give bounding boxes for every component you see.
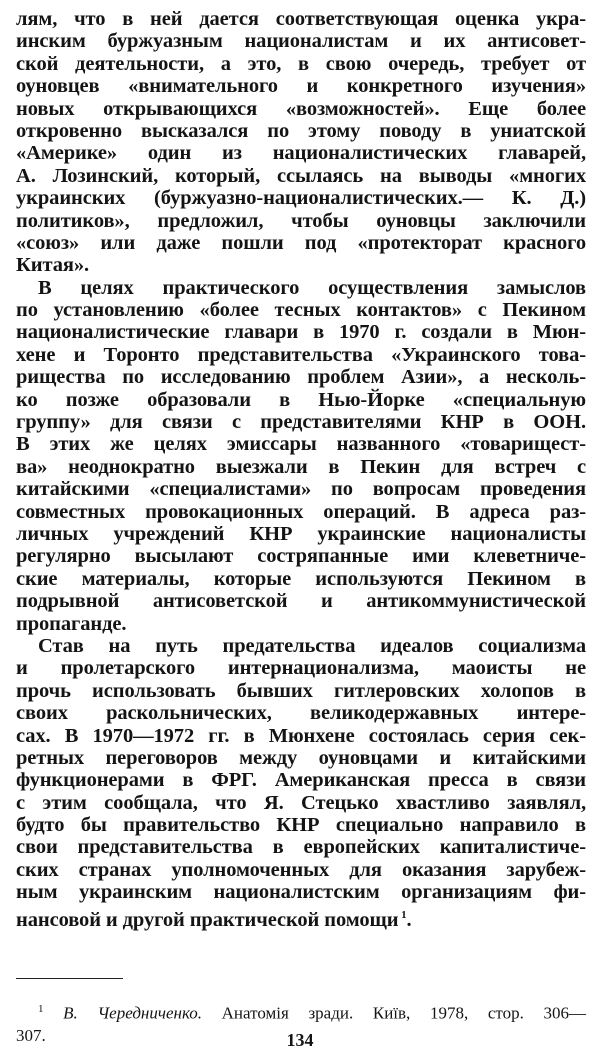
- footnote-author: В. Чередниченко.: [63, 1003, 202, 1023]
- text-line: лям, что в ней дается соответствующая оценка укра-: [16, 8, 586, 30]
- text-line: нансовой и другой практической помощи $^1$.: [16, 908, 412, 931]
- text-line: своих раскольнических, великодержавных интере-: [16, 702, 586, 725]
- text-line: регулярно высылают состряпанные ими клеветниче-: [16, 545, 586, 568]
- text-line: хене и Торонто представительства «Украинского това-: [16, 343, 586, 366]
- text-line: свои представительства в европейских капиталистиче-: [16, 836, 586, 859]
- text-line: ным украинским националистским организациям фи-: [16, 881, 586, 904]
- text-line: инским буржуазным националистам и их антисовет-: [16, 30, 586, 53]
- body-text: [16, 8, 586, 931]
- paragraph: [16, 8, 586, 277]
- footnote-number: 1: [38, 1003, 44, 1015]
- text-line: подрывной антисоветской и антикоммунистической: [16, 590, 586, 613]
- page-number: 134: [286, 1030, 314, 1050]
- text-line: националистические главари в 1970 г. создали в Мюн-: [16, 321, 586, 344]
- footnote-text: Анатомія зради. Київ, 1978, стор. 306—: [221, 1003, 587, 1023]
- text-line: ской деятельности, а это, в свою очередь, требует от: [16, 52, 586, 75]
- text-line: «союз» или даже пошли под «протекторат красного: [16, 231, 586, 254]
- paragraph: [16, 277, 586, 635]
- footnote-divider: [16, 978, 123, 979]
- text-line: новых открывающихся «возможностей». Еще более: [16, 97, 586, 120]
- text-line: ко позже образовали в Нью-Йорке «специальную: [16, 388, 586, 411]
- text-line: будто бы правительство КНР специально направило в: [16, 814, 586, 837]
- text-line: с этим сообщала, что Я. Стецько хвастливо заявлял,: [16, 791, 586, 814]
- text-line: Китая».: [16, 254, 90, 277]
- text-line: сах. В 1970—1972 гг. в Мюнхене состоялась серия сек-: [16, 724, 586, 747]
- text-line: и пролетарского интернационализма, маоисты не: [16, 657, 586, 680]
- paragraph: [16, 634, 586, 931]
- text-line: оуновцев «внимательного и конкретного изучения»: [16, 75, 586, 98]
- text-line: рищества по исследованию проблем Азии», а несколь-: [16, 366, 586, 389]
- text-line: ских странах уполномоченных для оказания зарубеж-: [16, 858, 586, 881]
- text-line: украинских (буржуазно-националистических.— К. Д.): [16, 187, 586, 210]
- text-line: китайскими «специалистами» по вопросам проведения: [16, 478, 586, 501]
- text-line: по установлению «более тесных контактов» с Пекином: [16, 299, 586, 322]
- text-line: политиков», предложил, чтобы оуновцы заключили: [16, 209, 586, 232]
- footnote-text-cont: 307.: [16, 1025, 46, 1045]
- text-line: группу» для связи с представителями КНР в ООН.: [16, 411, 586, 434]
- text-line: В этих же целях эмиссары названного «товарищест-: [16, 433, 586, 456]
- text-line: ские материалы, которые используются Пекином в: [16, 567, 586, 590]
- text-line: В целях практического осуществления замыслов: [38, 276, 586, 299]
- text-line: откровенно высказался по этому поводу в униатской: [16, 119, 586, 142]
- text-line: ва» неоднократно выезжали в Пекин для встреч с: [16, 455, 586, 478]
- text-line: пропаганде.: [16, 612, 127, 635]
- footnote-reference: 1: [398, 908, 407, 921]
- text-line: А. Лозинский, который, ссылаясь на выводы «многих: [16, 164, 586, 187]
- text-line: прочь использовать бывших гитлеровских холопов в: [16, 679, 586, 702]
- text-line: функционерами в ФРГ. Американская пресса в связи: [16, 769, 586, 792]
- text-line: Став на путь предательства идеалов социализма: [38, 634, 586, 657]
- text-line: «Америке» один из националистических главарей,: [16, 142, 586, 165]
- text-line: личных учреждений КНР украинские националисты: [16, 522, 586, 545]
- text-line: ретных переговоров между оуновцами и китайскими: [16, 746, 586, 769]
- text-line: совместных провокационных операций. В адреса раз-: [16, 500, 586, 523]
